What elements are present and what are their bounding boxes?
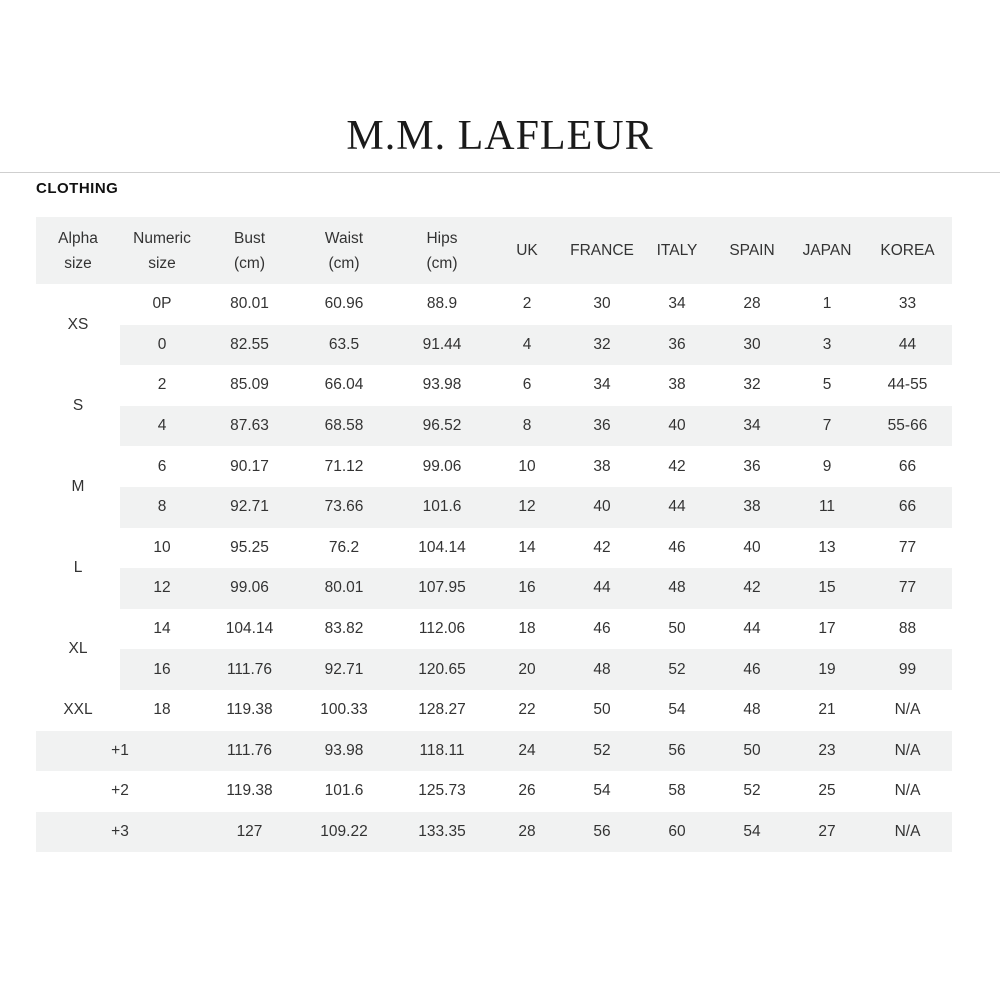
cell-hips: 107.95	[393, 568, 491, 609]
header-france	[563, 217, 641, 284]
cell-france: 50	[593, 701, 611, 719]
cell-alpha-size: XXL	[36, 690, 120, 731]
table-row	[36, 649, 952, 690]
cell-korea: 77	[863, 568, 952, 609]
header-waist	[295, 217, 393, 284]
cell-plus-size: +2	[36, 771, 204, 812]
cell-spain: 42	[713, 568, 791, 609]
cell-korea: 44-55	[887, 376, 928, 394]
cell-uk: 10	[518, 457, 536, 475]
cell-spain: 50	[713, 731, 791, 772]
cell-numeric-size: 14	[153, 620, 171, 638]
cell-bust: 82.55	[204, 325, 295, 366]
table-row	[36, 528, 952, 569]
header-text: Bust	[233, 229, 265, 247]
cell-alpha-size: M	[36, 446, 120, 527]
cell-italy: 58	[641, 771, 713, 812]
cell-bust: 90.17	[230, 457, 269, 475]
cell-bust: 80.01	[230, 295, 269, 313]
header-text: Waist	[324, 229, 364, 247]
cell-bust: 111.76	[204, 649, 295, 690]
cell-japan: 19	[791, 649, 863, 690]
cell-bust: 111.76	[204, 731, 295, 772]
cell-hips: 101.6	[393, 487, 491, 528]
cell-france: 32	[563, 325, 641, 366]
header-hips	[393, 217, 491, 284]
cell-france: 34	[593, 376, 611, 394]
cell-italy: 34	[668, 295, 686, 313]
header-korea	[863, 217, 952, 284]
cell-france: 42	[593, 538, 611, 556]
table-row-plus	[36, 731, 952, 772]
table-row	[36, 284, 952, 325]
cell-spain: 30	[713, 325, 791, 366]
table-row	[36, 406, 952, 447]
cell-uk: 6	[522, 376, 532, 394]
cell-france: 56	[563, 812, 641, 853]
cell-uk: 24	[491, 731, 563, 772]
cell-numeric-size: 18	[153, 701, 171, 719]
cell-japan: 15	[791, 568, 863, 609]
cell-spain: 48	[743, 701, 761, 719]
cell-waist: 71.12	[324, 457, 364, 475]
cell-uk: 22	[518, 701, 536, 719]
cell-plus-size: +3	[36, 812, 204, 853]
cell-france: 30	[593, 295, 611, 313]
cell-italy: 42	[668, 457, 686, 475]
cell-spain: 28	[743, 295, 761, 313]
cell-bust: 85.09	[230, 376, 269, 394]
header-text: JAPAN	[802, 242, 852, 259]
cell-italy: 52	[641, 649, 713, 690]
cell-waist: 66.04	[324, 376, 364, 394]
cell-waist: 73.66	[295, 487, 393, 528]
cell-hips: 104.14	[418, 538, 466, 556]
cell-waist: 60.96	[324, 295, 364, 313]
header-text: (cm)	[234, 254, 265, 272]
cell-spain: 38	[713, 487, 791, 528]
size-chart-table	[36, 217, 952, 852]
cell-france: 46	[593, 620, 611, 638]
cell-italy: 44	[641, 487, 713, 528]
cell-italy: 38	[668, 376, 686, 394]
cell-japan: 25	[791, 771, 863, 812]
cell-france: 52	[563, 731, 641, 772]
cell-hips: 128.27	[418, 701, 466, 719]
table-row	[36, 609, 952, 650]
cell-numeric-size: 0P	[152, 295, 172, 313]
cell-bust: 99.06	[204, 568, 295, 609]
cell-korea: 33	[898, 295, 917, 313]
cell-spain: 52	[713, 771, 791, 812]
brand-logo: M.M. LAFLEUR	[346, 113, 654, 159]
cell-numeric-size: 2	[157, 376, 167, 394]
header-numeric-size	[120, 217, 204, 284]
cell-hips: 112.06	[418, 620, 466, 638]
table-header-row	[36, 217, 952, 284]
cell-korea: 44	[863, 325, 952, 366]
cell-korea: 88	[898, 620, 917, 638]
table-row-plus	[36, 771, 952, 812]
cell-uk: 12	[491, 487, 563, 528]
cell-france: 40	[563, 487, 641, 528]
cell-korea: N/A	[863, 812, 952, 853]
cell-korea: 66	[898, 457, 917, 475]
header-italy	[641, 217, 713, 284]
header-text: SPAIN	[729, 242, 775, 259]
cell-numeric-size: 0	[120, 325, 204, 366]
cell-plus-size: +1	[36, 731, 204, 772]
header-text: size	[148, 254, 176, 272]
cell-numeric-size: 8	[120, 487, 204, 528]
cell-numeric-size: 16	[120, 649, 204, 690]
header-bust	[204, 217, 295, 284]
header-japan	[791, 217, 863, 284]
cell-japan: 3	[791, 325, 863, 366]
table-row	[36, 446, 952, 487]
cell-spain: 54	[713, 812, 791, 853]
cell-spain: 40	[743, 538, 761, 556]
table-row	[36, 325, 952, 366]
cell-uk: 18	[518, 620, 536, 638]
cell-japan: 1	[822, 295, 832, 313]
cell-waist: 101.6	[295, 771, 393, 812]
header-spain	[713, 217, 791, 284]
table-row	[36, 487, 952, 528]
header-text: UK	[516, 242, 538, 259]
cell-uk: 28	[491, 812, 563, 853]
cell-italy: 56	[641, 731, 713, 772]
cell-alpha-size: L	[36, 528, 120, 609]
table-row	[36, 690, 952, 731]
cell-spain: 34	[713, 406, 791, 447]
cell-numeric-size: 10	[153, 538, 171, 556]
header-text: Hips	[426, 229, 458, 247]
cell-spain: 32	[743, 376, 761, 394]
cell-alpha-size: XS	[36, 284, 120, 365]
cell-spain: 44	[743, 620, 761, 638]
cell-japan: 5	[822, 376, 832, 394]
table-row-plus	[36, 812, 952, 853]
cell-japan: 13	[818, 538, 836, 556]
cell-japan: 17	[818, 620, 836, 638]
cell-uk: 8	[491, 406, 563, 447]
cell-bust: 127	[204, 812, 295, 853]
cell-uk: 26	[491, 771, 563, 812]
cell-bust: 95.25	[230, 538, 269, 556]
header-text: Numeric	[133, 229, 191, 247]
cell-spain: 46	[713, 649, 791, 690]
cell-italy: 46	[668, 538, 686, 556]
cell-france: 54	[563, 771, 641, 812]
cell-bust: 104.14	[225, 620, 274, 638]
table-row	[36, 568, 952, 609]
cell-hips: 93.98	[422, 376, 462, 394]
cell-korea: 99	[863, 649, 952, 690]
cell-numeric-size: 4	[120, 406, 204, 447]
header-divider	[0, 172, 1000, 173]
cell-uk: 14	[518, 538, 536, 556]
cell-waist: 63.5	[295, 325, 393, 366]
cell-italy: 48	[641, 568, 713, 609]
cell-korea: N/A	[894, 701, 921, 719]
header-text: KOREA	[880, 242, 935, 259]
cell-japan: 23	[791, 731, 863, 772]
cell-italy: 50	[668, 620, 686, 638]
header-text: size	[64, 254, 92, 272]
section-title: CLOTHING	[36, 180, 119, 197]
cell-uk: 2	[522, 295, 532, 313]
cell-waist: 83.82	[324, 620, 364, 638]
cell-waist: 80.01	[295, 568, 393, 609]
cell-korea: N/A	[863, 731, 952, 772]
cell-japan: 27	[791, 812, 863, 853]
cell-korea: N/A	[863, 771, 952, 812]
cell-italy: 36	[641, 325, 713, 366]
cell-hips: 133.35	[393, 812, 491, 853]
cell-hips: 88.9	[426, 295, 458, 313]
cell-italy: 54	[668, 701, 686, 719]
cell-hips: 120.65	[393, 649, 491, 690]
cell-japan: 7	[791, 406, 863, 447]
cell-japan: 21	[818, 701, 836, 719]
cell-waist: 68.58	[295, 406, 393, 447]
cell-hips: 118.11	[393, 731, 491, 772]
cell-spain: 36	[743, 457, 761, 475]
cell-hips: 91.44	[393, 325, 491, 366]
cell-waist: 100.33	[320, 701, 368, 719]
header-text: Alpha	[58, 229, 98, 247]
cell-hips: 125.73	[393, 771, 491, 812]
cell-bust: 92.71	[204, 487, 295, 528]
cell-france: 48	[563, 649, 641, 690]
cell-uk: 20	[491, 649, 563, 690]
table-row	[36, 365, 952, 406]
cell-italy: 60	[641, 812, 713, 853]
cell-uk: 16	[491, 568, 563, 609]
cell-waist: 93.98	[295, 731, 393, 772]
cell-korea: 77	[898, 538, 917, 556]
cell-france: 36	[563, 406, 641, 447]
cell-japan: 11	[791, 487, 863, 528]
cell-korea: 66	[863, 487, 952, 528]
cell-korea: 55-66	[863, 406, 952, 447]
header-text: ITALY	[656, 242, 698, 259]
header-text: (cm)	[426, 254, 458, 272]
cell-alpha-size: S	[36, 365, 120, 446]
cell-italy: 40	[641, 406, 713, 447]
cell-numeric-size: 12	[120, 568, 204, 609]
cell-japan: 9	[822, 457, 832, 475]
cell-waist: 76.2	[328, 538, 360, 556]
cell-waist: 109.22	[295, 812, 393, 853]
cell-alpha-size: XL	[36, 609, 120, 690]
cell-france: 38	[593, 457, 611, 475]
header-alpha-size	[36, 217, 120, 284]
cell-hips: 99.06	[422, 457, 462, 475]
cell-uk: 4	[491, 325, 563, 366]
cell-numeric-size: 6	[157, 457, 167, 475]
header-text: (cm)	[328, 254, 360, 272]
cell-bust: 87.63	[204, 406, 295, 447]
cell-france: 44	[563, 568, 641, 609]
cell-hips: 96.52	[393, 406, 491, 447]
cell-bust: 119.38	[204, 771, 295, 812]
header-uk	[491, 217, 563, 284]
header-text: FRANCE	[570, 242, 634, 259]
cell-waist: 92.71	[295, 649, 393, 690]
cell-bust: 119.38	[226, 701, 273, 719]
